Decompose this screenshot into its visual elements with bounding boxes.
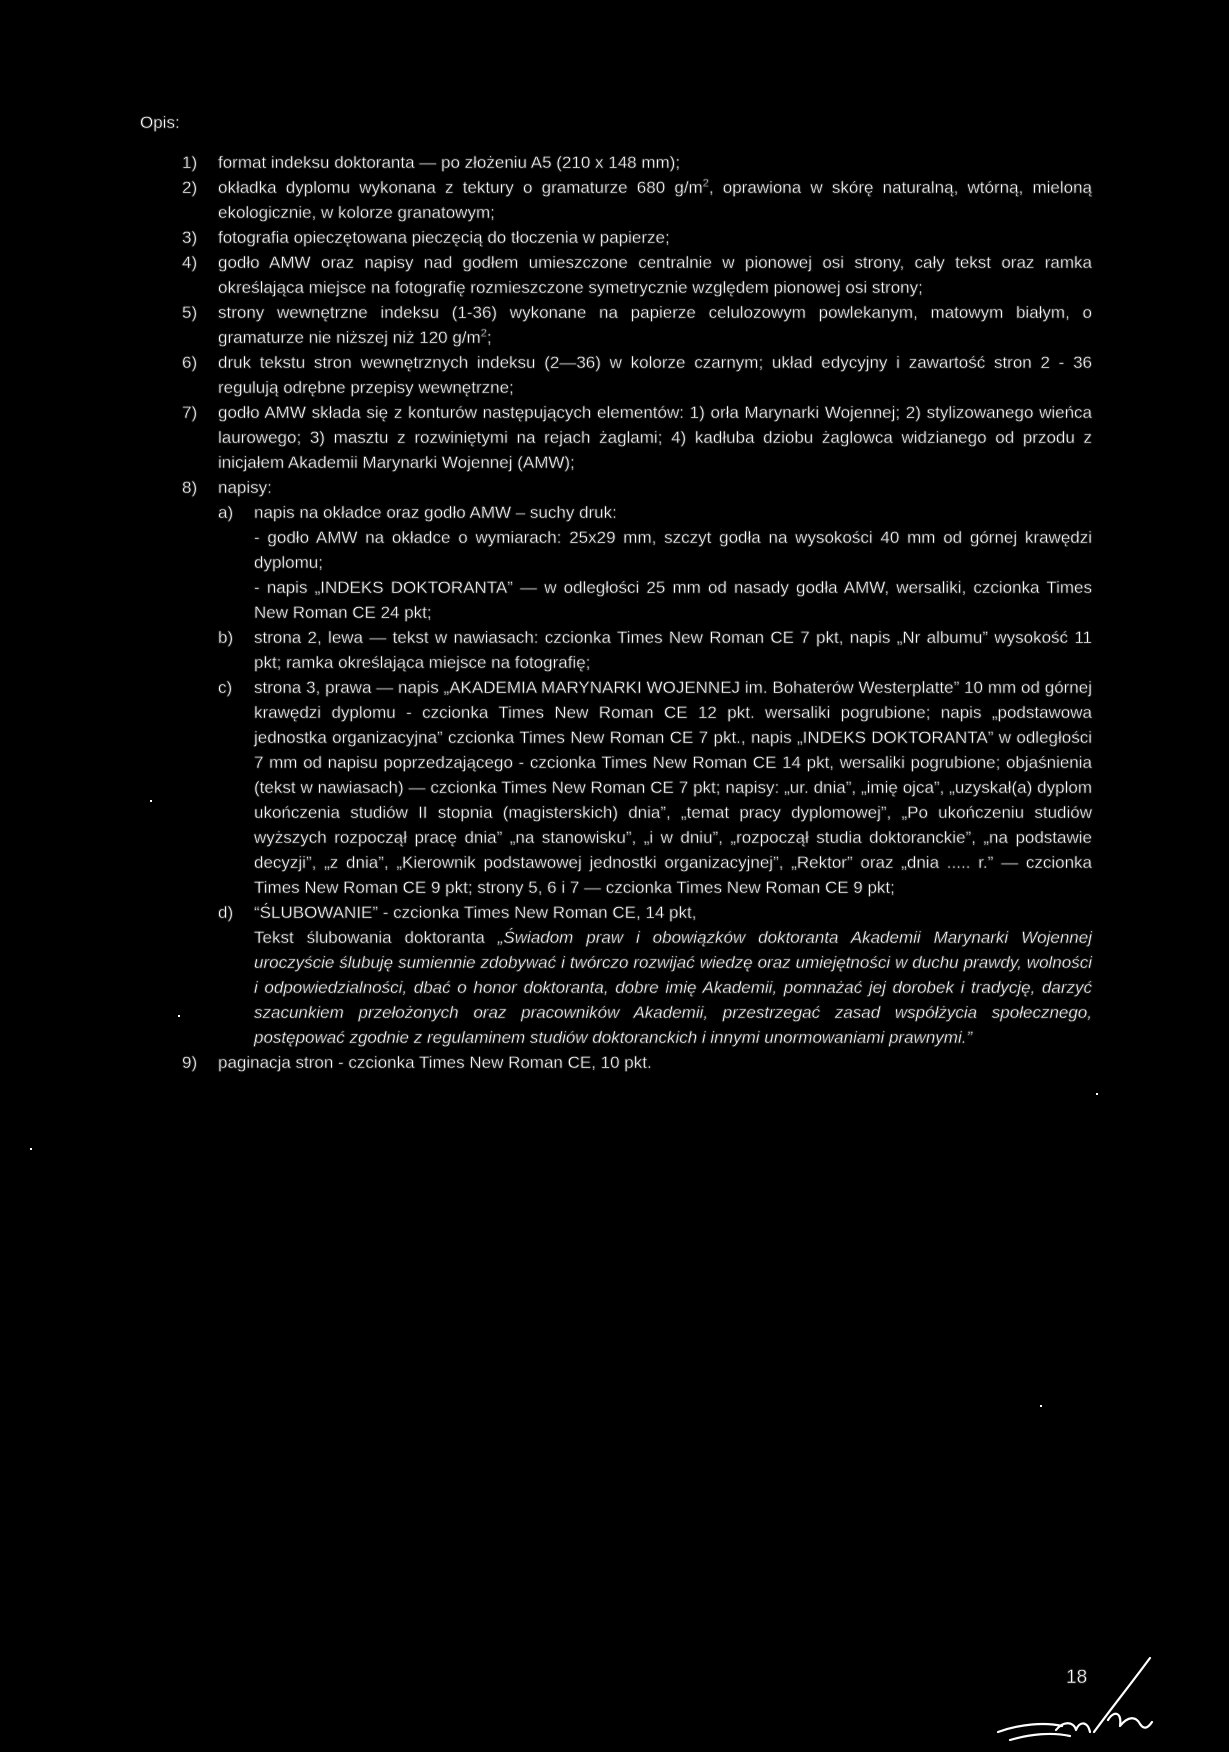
list-item [182, 350, 1092, 400]
scan-speck [30, 1148, 32, 1150]
scan-speck [1040, 1405, 1042, 1407]
sub-item-letter: b) [218, 628, 234, 647]
sub-item-line: - napis „INDEKS DOKTORANTA” — w odległości 25 mm od nasady godła AMW, wersaliki, czcionka Times New Roman CE 24 pkt; [254, 578, 1092, 622]
item-text: druk tekstu stron wewnętrznych indeksu (2—36) w kolorze czarnym; układ edycyjny i zawartość stron 2 - 36 regulują odrębne przepisy wewnętrzne; [218, 353, 1092, 397]
item-text: okładka dyplomu wykonana z tektury o gramaturze 680 g/m [218, 178, 703, 197]
signature-mark [990, 1650, 1190, 1745]
item-text-continued: ; [486, 328, 492, 347]
list-item [182, 475, 1092, 1050]
page-number: 18 [1066, 1667, 1088, 1688]
superscript: 2 [702, 177, 709, 190]
item-number: 2) [182, 178, 198, 197]
list-item [182, 150, 1092, 175]
list-item [182, 300, 1092, 350]
sub-item-line: napis na okładce oraz godło AMW – suchy druk: [254, 503, 617, 522]
sub-item-line: strona 3, prawa — napis „AKADEMIA MARYNARKI WOJENNEJ im. Bohaterów Westerplatte” 10 mm od górnej krawędzi dyplomu - czcionka Times New Roman CE 12 pkt. wersaliki pogrubione; napis „podstawowa jednostka organizacyjna” czcionka Times New Roman CE 7 pkt., napis „INDEKS DOKTORANTA” w odległości 7 mm od napisu poprzedzającego - czcionka Times New Roman CE 14 pkt, wersaliki pogrubione; objaśnienia (tekst w nawiasach) — czcionka Times New Roman CE 7 pkt; napisy: „ur. dnia”, „imię ojca”, „uzyskał(a) dyplom ukończenia studiów II stopnia (magisterskich) dnia”, „temat pracy dyplomowej”, „Po ukończeniu studiów wyższych rozpoczął pracę dnia” „na stanowisku”, „i w dniu”, „rozpoczął studia doktoranckie”, „na podstawie decyzji”, „z dnia”, „Kierownik podstawowej jednostki organizacyjnej”, „Rektor” oraz „dnia ..... r.” — czcionka Times New Roman CE 9 pkt; strony 5, 6 i 7 — czcionka Times New Roman CE 9 pkt; [254, 678, 1092, 897]
item-number: 8) [182, 478, 198, 497]
item-number: 6) [182, 353, 198, 372]
list-item [182, 175, 1092, 225]
sub-list-item [218, 900, 1092, 1050]
list-item [182, 250, 1092, 300]
scan-speck [1096, 1093, 1098, 1095]
item-text-continued: , oprawiona w skórę naturalną, wtórną, mieloną ekologicznie, w kolorze granatowym; [218, 178, 1092, 222]
item-text: strony wewnętrzne indeksu (1-36) wykonane na papierze celulozowym powlekanym, matowym białym, o gramaturze nie niższej niż 120 g/m [218, 303, 1092, 347]
superscript: 2 [480, 327, 487, 340]
item-text: paginacja stron - czcionka Times New Roman CE, 10 pkt. [218, 1053, 652, 1072]
item-text: format indeksu doktoranta — po złożeniu A5 (210 x 148 mm); [218, 153, 681, 172]
item-text: godło AMW składa się z konturów następujących elementów: 1) orła Marynarki Wojennej; 2) stylizowanego wieńca laurowego; 3) masztu z rozwiniętymi na rejach żaglami; 4) kadłuba dziobu żaglowca widzianego od przodu z inicjałem Akademii Marynarki Wojennej (AMW); [218, 403, 1092, 472]
item-number: 3) [182, 228, 198, 247]
sub-list-item [218, 675, 1092, 900]
oath-paragraph [254, 925, 1092, 1050]
description-list [182, 150, 1092, 1075]
sub-item-letter: d) [218, 903, 234, 922]
sub-item-letter: a) [218, 503, 234, 522]
item-number: 5) [182, 303, 198, 322]
list-item [182, 400, 1092, 475]
scan-speck [178, 1015, 180, 1017]
sub-item-line: “ŚLUBOWANIE” - czcionka Times New Roman CE, 14 pkt, [254, 903, 697, 922]
heading: Opis: [140, 113, 180, 132]
item-number: 4) [182, 253, 198, 272]
sub-item-letter: c) [218, 678, 233, 697]
list-item [182, 225, 1092, 250]
item-text: napisy: [218, 478, 272, 497]
item-text: fotografia opieczętowana pieczęcią do tłoczenia w papierze; [218, 228, 670, 247]
item-text: godło AMW oraz napisy nad godłem umieszczone centralnie w pionowej osi strony, cały tekst oraz ramka określająca miejsce na fotografię rozmieszczone symetrycznie względem pionowej osi strony; [218, 253, 1092, 297]
oath-text: „Świadom praw i obowiązków doktoranta Akademii Marynarki Wojennej uroczyście ślubuję sumiennie zdobywać i twórczo rozwijać wiedzę oraz umiejętności w duchu prawdy, wolności i odpowiedzialności, dbać o honor doktoranta, dobre imię Akademii, pomnażać jej dorobek i tradycję, darzyć szacunkiem przełożonych oraz pracowników Akademii, przestrzegać zasad współżycia społecznego, postępować zgodnie z regulaminem studiów doktoranckich i innymi unormowaniami prawnymi.” [254, 928, 1092, 1047]
sub-list-item [218, 625, 1092, 675]
item-number: 7) [182, 403, 198, 422]
item-number: 1) [182, 153, 198, 172]
item-number: 9) [182, 1053, 198, 1072]
oath-intro: Tekst ślubowania doktoranta [254, 928, 498, 947]
sub-list-item [218, 500, 1092, 625]
list-item [182, 1050, 1092, 1075]
scan-speck [150, 800, 152, 802]
sub-item-line: - godło AMW na okładce o wymiarach: 25x29 mm, szczyt godła na wysokości 40 mm od górnej krawędzi dyplomu; [254, 528, 1092, 572]
sub-item-line: strona 2, lewa — tekst w nawiasach: czcionka Times New Roman CE 7 pkt, napis „Nr albumu” wysokość 11 pkt; ramka określająca miejsce na fotografię; [254, 628, 1092, 672]
